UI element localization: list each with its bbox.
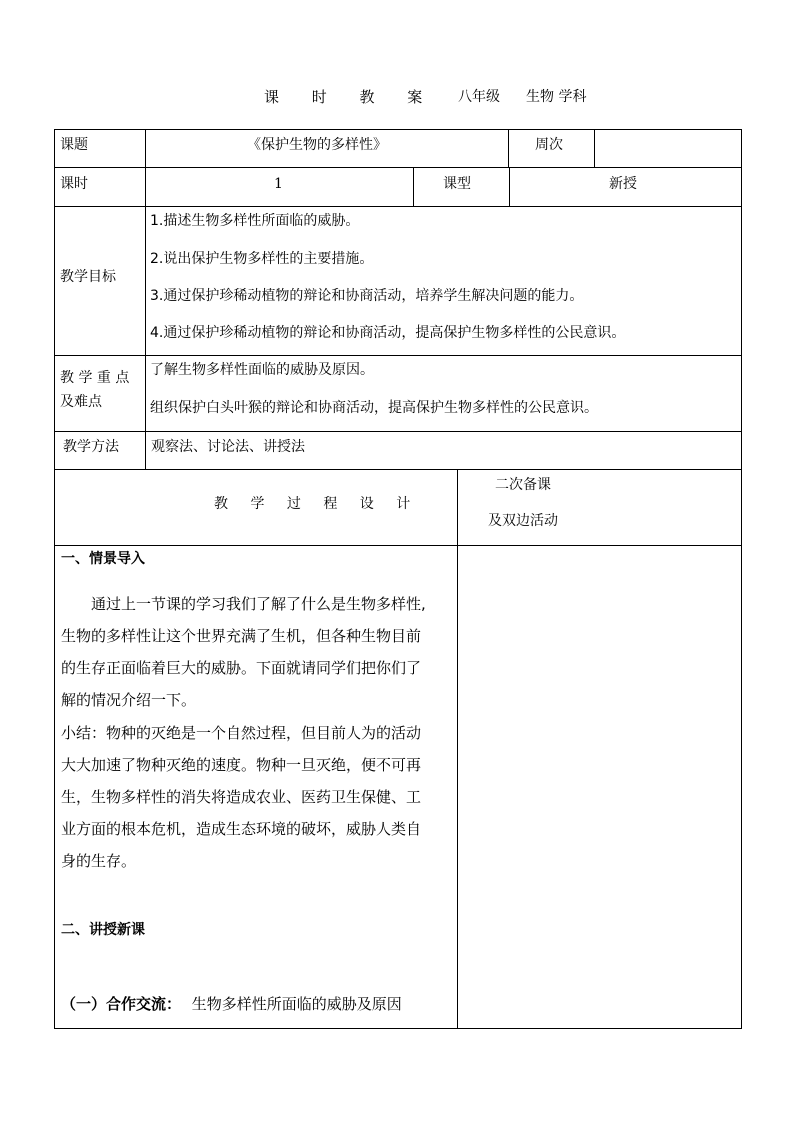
hours-label: 课时 — [60, 176, 88, 192]
summary-paragraph — [61, 717, 455, 877]
row-divider — [54, 431, 742, 432]
intro-line: 生物的多样性让这个世界充满了生机，但各种生物目前 — [61, 627, 422, 645]
summary-line: 大大加速了物种灭绝的速度。物种一旦灭绝，便不可再 — [61, 756, 422, 774]
grade-label: 八年级 — [458, 89, 500, 105]
hours-value: 1 — [274, 176, 283, 192]
objective-item: 3.通过保护珍稀动植物的辩论和协商活动，培养学生解决问题的能力。 — [150, 288, 584, 304]
key-point-item: 组织保护白头叶猴的辩论和协商活动，提高保护生物多样性的公民意识。 — [150, 400, 598, 416]
side-header-2: 及双边活动 — [488, 513, 558, 529]
section-1-title: 一、情景导入 — [61, 551, 145, 567]
row-divider — [54, 545, 742, 546]
intro-line: 通过上一节课的学习我们了解了什么是生物多样性, — [91, 595, 426, 613]
topic-value: 《保护生物的多样性》 — [247, 137, 387, 153]
week-label: 周次 — [535, 137, 563, 153]
key-points-label: 教 学 重 点 — [60, 370, 130, 386]
topic-label: 课题 — [60, 137, 88, 153]
objective-item: 1.描述生物多样性所面临的威胁。 — [150, 213, 360, 229]
column-divider — [145, 129, 146, 470]
column-divider — [457, 469, 458, 1029]
intro-line: 解的情况介绍一下。 — [61, 691, 197, 709]
row-divider — [54, 355, 742, 356]
row-divider — [54, 206, 742, 207]
column-divider — [413, 167, 414, 207]
intro-line: 的生存正面临着巨大的威胁。下面就请同学们把你们了 — [61, 659, 422, 677]
summary-line: 生，生物多样性的消失将造成农业、医药卫生保健、工 — [61, 788, 422, 806]
row-divider — [54, 167, 742, 168]
row-divider — [54, 469, 742, 470]
objectives-label: 教学目标 — [60, 269, 116, 285]
column-divider — [508, 129, 509, 168]
column-divider — [594, 129, 595, 168]
process-header: 教 学 过 程 设 计 — [214, 496, 420, 512]
intro-paragraph — [61, 588, 455, 716]
page-header — [0, 86, 794, 110]
subject-label: 生物 学科 — [526, 89, 587, 105]
key-point-item: 了解生物多样性面临的威胁及原因。 — [150, 362, 374, 378]
summary-line: 身的生存。 — [61, 852, 137, 870]
key-points-label-2: 及难点 — [60, 394, 102, 410]
section-2-title: 二、讲授新课 — [61, 922, 145, 938]
methods-value: 观察法、讨论法、讲授法 — [151, 439, 305, 455]
type-value: 新授 — [609, 176, 637, 192]
subsection — [61, 995, 402, 1013]
subsection-text: 生物多样性所面临的威胁及原因 — [191, 995, 402, 1013]
objective-item: 2.说出保护生物多样性的主要措施。 — [150, 251, 374, 267]
subsection-title: （一）合作交流： — [61, 995, 182, 1013]
objective-item: 4.通过保护珍稀动植物的辩论和协商活动，提高保护生物多样性的公民意识。 — [150, 325, 626, 341]
page-title: 课 时 教 案 — [264, 88, 437, 106]
methods-label: 教学方法 — [63, 439, 119, 455]
summary-line: 小结：物种的灭绝是一个自然过程，但目前人为的活动 — [61, 724, 422, 742]
column-divider — [509, 167, 510, 207]
summary-line: 业方面的根本危机，造成生态环境的破坏，威胁人类自 — [61, 820, 422, 838]
type-label: 课型 — [443, 176, 471, 192]
side-header: 二次备课 — [495, 477, 551, 493]
